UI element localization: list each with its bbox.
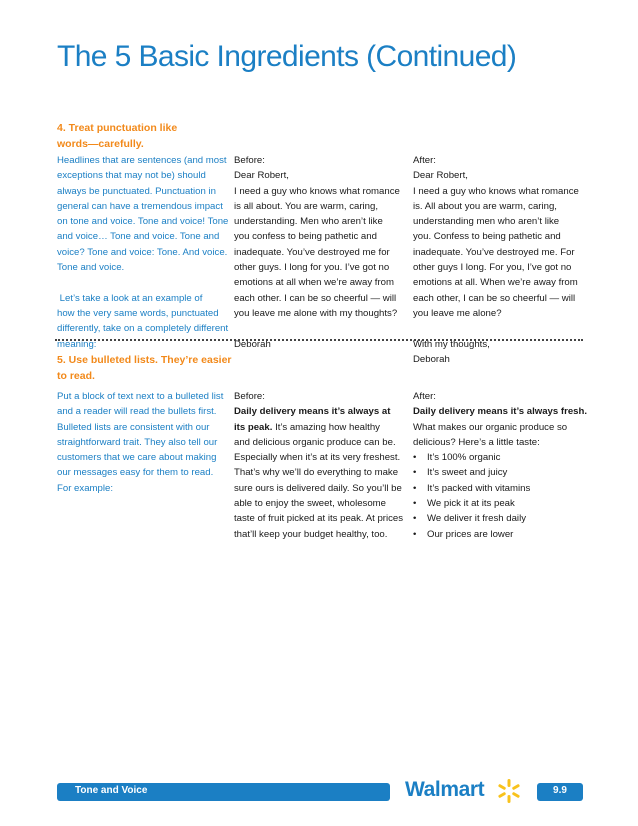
text-line: meaning: [57, 338, 97, 350]
text-line: Headlines that are sentences (and most [57, 155, 227, 166]
page-number-badge [537, 783, 583, 801]
bold-text: its peak. [234, 421, 273, 433]
text-line: For example: [57, 482, 113, 494]
list-item-text: We pick it at its peak [427, 498, 515, 510]
closing: With my thoughts, [413, 338, 490, 350]
text-line: straightforward trait. They also tell our [57, 436, 218, 448]
text-line: other guys. I long for you. I’ve got no [234, 262, 390, 274]
text-line: voice? Tone and voice: Tone. And voice. [57, 246, 228, 258]
after-label: After: [413, 155, 436, 166]
section-4-heading [57, 120, 227, 152]
text-line: emotions at all when we’re away from [234, 277, 394, 289]
text-line: each other. I can be so cheerful — will [234, 292, 397, 304]
text-line: Put a block of text next to a bulleted list [57, 391, 224, 402]
text-line: is all about. You are warm, caring, [234, 200, 378, 212]
walmart-logo-text: Walmart [405, 778, 485, 801]
text-line: understanding men who aren’t like [413, 216, 560, 228]
text-line: understanding. Men who aren’t like [234, 216, 383, 228]
section-5-description [57, 389, 227, 496]
text-line: Especially when it’s at its very freshest. [234, 452, 401, 464]
list-item-text: Our prices are lower [427, 528, 514, 540]
list-item [413, 465, 583, 480]
text-line: each other, I can be so cheerful — will [413, 292, 576, 304]
text-line: I need a guy who knows what romance [413, 185, 579, 197]
bold-headline: Daily delivery means it’s always fresh. [413, 406, 588, 418]
page-title: The 5 Basic Ingredients (Continued) [57, 40, 517, 73]
after-label: After: [413, 391, 436, 402]
text-line: inadequate. You’ve destroyed me for [234, 246, 390, 258]
footer-section-label: Tone and Voice [75, 785, 148, 796]
text-line: I need a guy who knows what romance [234, 185, 400, 197]
list-item-text: It’s 100% organic [427, 452, 501, 464]
text-line: customers that we care about making [57, 452, 217, 464]
text-line: What makes our organic produce so [413, 421, 568, 433]
before-label: Before: [234, 391, 265, 402]
text-line: Bulleted lists are consistent with our [57, 421, 210, 433]
page-number: 9.9 [553, 785, 567, 796]
text-line: exceptions that may not be) should [57, 170, 206, 182]
text-line: delicious? Here’s a little taste: [413, 436, 540, 448]
text-line: inadequate. You’ve destroyed me. For [413, 246, 575, 258]
salutation: Dear Robert, [413, 170, 468, 182]
bullet-icon: • [413, 528, 417, 540]
bullet-icon: • [413, 498, 417, 510]
text-line [234, 420, 404, 435]
text-line: our messages easy for them to read. [57, 467, 214, 479]
text-line: you leave me alone? [413, 307, 502, 319]
list-item [413, 450, 583, 465]
list-item-text: It’s sweet and juicy [427, 467, 508, 479]
list-item-text: It’s packed with vitamins [427, 482, 531, 494]
bullet-icon: • [413, 513, 417, 525]
section-4-after-example [413, 153, 583, 367]
walmart-spark-icon [496, 778, 522, 804]
section-5-after-example [413, 389, 588, 542]
signature: Deborah [413, 353, 450, 365]
text-line: other guys I long. For you, I’ve got no [413, 262, 572, 274]
list-item-text: We deliver it fresh daily [427, 513, 526, 525]
text-line: how the very same words, punctuated [57, 307, 219, 319]
section-5-heading-line: 5. Use bulleted lists. They’re easier [57, 354, 232, 366]
text-line: and voice… Tone and voice. Tone and [57, 231, 220, 243]
text-line: and delicious organic produce can be. [234, 436, 396, 448]
text-line: and a reader will read the bullets first. [57, 406, 217, 418]
salutation: Dear Robert, [234, 170, 289, 182]
bullet-icon: • [413, 482, 417, 494]
list-item [413, 481, 583, 496]
section-5-heading-line: to read. [57, 370, 95, 382]
before-label: Before: [234, 155, 265, 166]
text-line: emotions at all. When we’re away from [413, 277, 578, 289]
text-line: That’s why we’ll do everything to make [234, 467, 399, 479]
text-line: Let’s take a look at an example of [57, 292, 203, 304]
text-fragment: It’s amazing how healthy [272, 421, 380, 433]
text-line: taste of fruit picked at its peak. At prices [234, 513, 404, 525]
list-item [413, 527, 583, 542]
section-5-before-example [234, 389, 404, 542]
bold-headline: Daily delivery means it’s always at [234, 406, 391, 418]
section-4-before-example [234, 153, 404, 352]
text-line: sure ours is delivered daily. So you’ll be [234, 482, 402, 494]
section-5-heading [57, 352, 232, 384]
section-4-heading-line: words—carefully. [57, 138, 144, 150]
text-line: general can have a tremendous impact [57, 200, 223, 212]
text-line: you. Confess to being pathetic and [413, 231, 561, 243]
list-item [413, 496, 583, 511]
footer-section-bar [57, 783, 390, 801]
text-line: you leave me alone with my thoughts? [234, 307, 398, 319]
text-line: on tone and voice. Tone and voice! Tone [57, 216, 229, 228]
text-line: you confess to being pathetic and [234, 231, 377, 243]
text-line: able to enjoy the sweet, wholesome [234, 498, 386, 510]
section-4-heading-line: 4. Treat punctuation like [57, 122, 178, 134]
bullet-icon: • [413, 467, 417, 479]
signature: Deborah [234, 338, 271, 350]
text-line: always be punctuated. Punctuation in [57, 185, 216, 197]
text-line: that’ll keep your budget healthy, too. [234, 528, 388, 540]
text-line: differently, take on a completely different [57, 323, 229, 335]
section-4-description [57, 153, 227, 352]
list-item [413, 511, 583, 526]
section-divider [55, 339, 583, 341]
bullet-icon: • [413, 452, 417, 464]
text-line: is. All about you are warm, caring, [413, 200, 557, 212]
text-line: Tone and voice. [57, 262, 125, 274]
